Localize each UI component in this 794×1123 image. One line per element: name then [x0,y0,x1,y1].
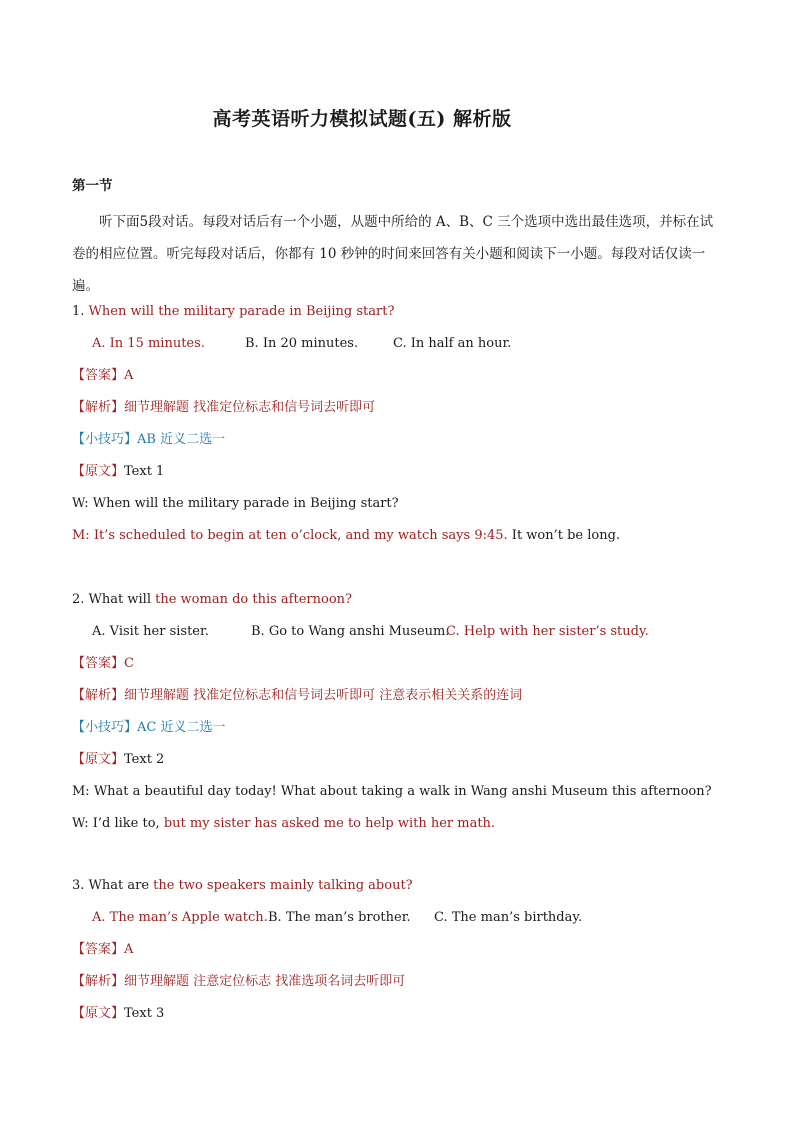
question-3-answer-value: A [124,942,134,957]
analysis-label: 【解析】 [72,974,125,989]
question-3-prefix: 3. What are [72,878,154,893]
question-3-original [72,1004,164,1024]
question-1-options [92,334,511,354]
question-3-analysis-text: 细节理解题 注意定位标志 找准选项名词去听即可 [124,974,406,989]
tip-label: 【小技巧】 [72,720,138,735]
question-3-option-a: A. The man’s Apple watch. [92,910,268,925]
answer-label: 【答案】 [72,656,125,671]
question-1-dialog-line-2 [72,526,620,546]
question-3-stem [72,876,413,896]
analysis-label: 【解析】 [72,688,125,703]
question-1-tip [72,430,225,450]
question-1-option-c: C. In half an hour. [393,336,512,351]
question-1-dialog-line-2-highlight: M: It’s scheduled to begin at ten o’clock, and my watch says 9:45. [72,528,508,543]
question-2-dialog-line-2-highlight: but my sister has asked me to help with her math. [163,816,496,831]
question-1-option-a: A. In 15 minutes. [92,336,205,351]
question-1-text-number: Text 1 [124,464,165,479]
question-2-tip [72,718,225,738]
question-1-option-b: B. In 20 minutes. [245,336,359,351]
answer-label: 【答案】 [72,942,125,957]
question-2-tip-text: AC 近义二选一 [137,720,226,735]
question-2-text-number: Text 2 [124,752,165,767]
section-heading: 第一节 [72,178,113,194]
analysis-label: 【解析】 [72,400,125,415]
instructions-paragraph: 听下面5段对话。每段对话后有一个小题，从题中所给的 A、B、C 三个选项中选出最佳选项，并标在试卷的相应位置。听完每段对话后，你都有 10 秒钟的时间来回答有关小题和阅读下一小题。每段对话仅读一遍。 [72,214,714,294]
question-1-answer-value: A [124,368,134,383]
original-label: 【原文】 [72,752,125,767]
question-1-tip-text: AB 近义二选一 [137,432,226,447]
question-2-analysis [72,686,522,706]
original-label: 【原文】 [72,464,125,479]
question-2-option-a: A. Visit her sister. [92,624,209,639]
question-2-answer [72,654,134,674]
question-2-stem [72,590,352,610]
question-3-options [92,908,582,928]
question-1-analysis [72,398,375,418]
question-3-stem-highlight: the two speakers mainly talking about? [153,878,413,893]
question-2-dialog-line-2 [72,814,495,834]
question-1-stem-highlight: When will the military parade in Beijing start? [88,304,395,319]
question-1-dialog-line-1: W: When will the military parade in Beijing start? [72,496,399,511]
question-2-option-c: C. Help with her sister’s study. [446,624,649,639]
question-1-analysis-text: 细节理解题 找准定位标志和信号词去听即可 [124,400,376,415]
original-label: 【原文】 [72,1006,125,1021]
question-3-option-b: B. The man’s brother. [268,910,411,925]
question-2-analysis-text: 细节理解题 找准定位标志和信号词去听即可 注意表示相关关系的连词 [124,688,523,703]
question-2-dialog-line-1: M: What a beautiful day today! What about taking a walk in Wang anshi Museum this afternoon? [72,784,712,799]
document-title: 高考英语听力模拟试题(五) 解析版 [212,108,512,130]
question-2-option-b: B. Go to Wang anshi Museum. [251,624,450,639]
question-2-answer-value: C [124,656,134,671]
question-1-answer [72,366,133,386]
question-1-dialog-line-2-rest: It won’t be long. [507,528,621,543]
question-2-prefix: 2. What will [72,592,156,607]
question-1-original [72,462,164,482]
answer-label: 【答案】 [72,368,125,383]
question-2-stem-highlight: the woman do this afternoon? [155,592,352,607]
question-1-stem [72,302,394,322]
question-3-text-number: Text 3 [124,1006,165,1021]
question-3-option-c: C. The man’s birthday. [434,910,583,925]
question-1-prefix: 1. [72,304,89,319]
tip-label: 【小技巧】 [72,432,138,447]
question-2-options [92,622,649,642]
question-3-answer [72,940,133,960]
question-2-original [72,750,164,770]
question-2-dialog-line-2-start: W: I’d like to, [72,816,164,831]
question-3-analysis [72,972,405,992]
